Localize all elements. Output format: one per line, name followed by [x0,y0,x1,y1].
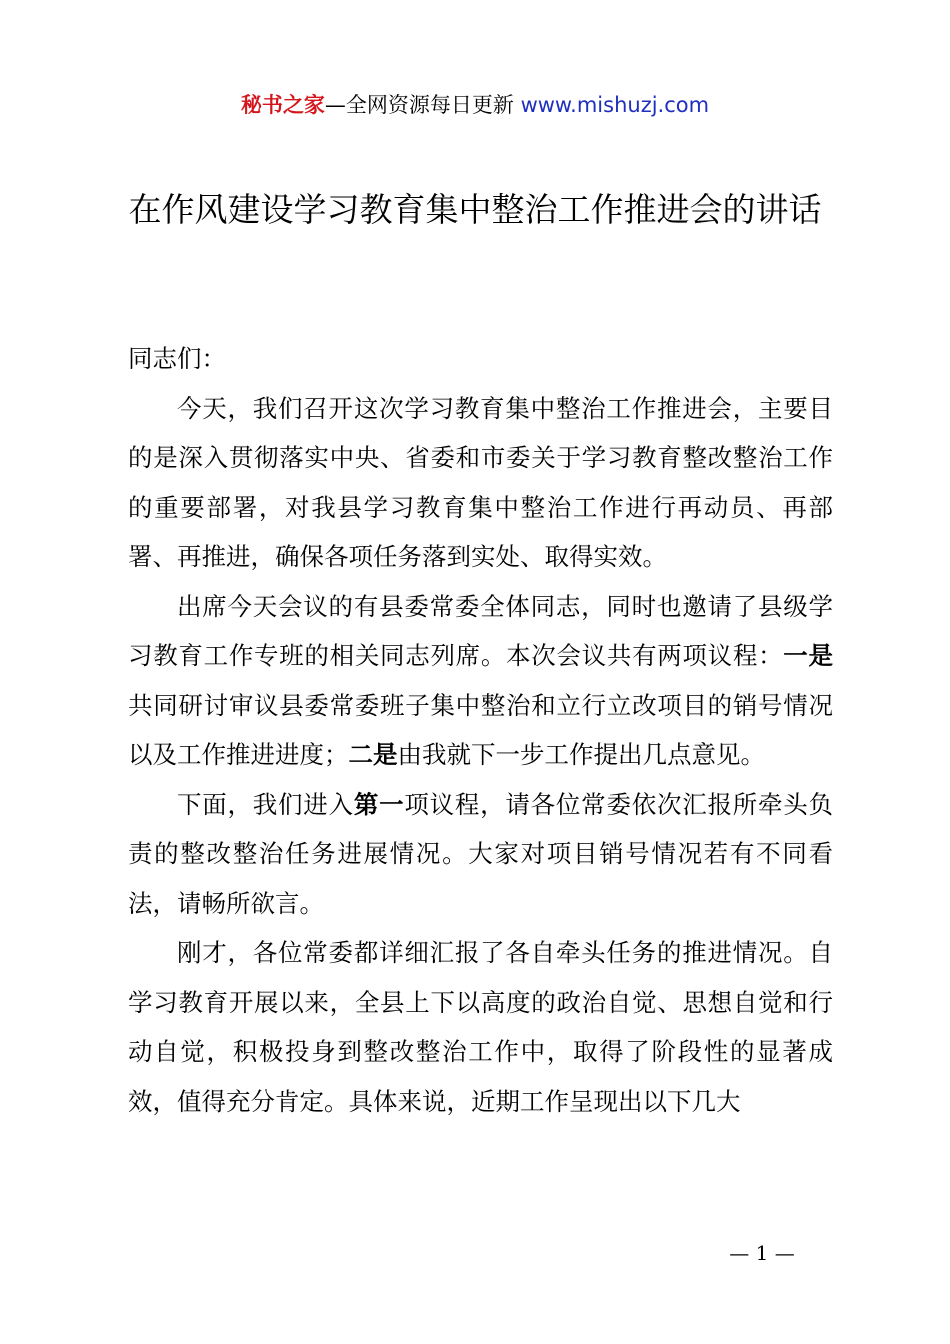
paragraph-4: 刚才，各位常委都详细汇报了各自牵头任务的推进情况。自学习教育开展以来，全县上下以高度的政治自觉、思想自觉和行动自觉，积极投身到整改整治工作中，取得了阶段性的显著成效，值得充分肯定。具体来说，近期工作呈现出以下几大 [128,938,833,1116]
paragraph-2-text-c: 共同研讨审议县委常委班子集中整治和立行立改项目的销号情况以及工作推进进度； [128,690,833,769]
paragraph-1: 今天，我们召开这次学习教育集中整治工作推进会，主要目的是深入贯彻落实中央、省委和市委关于学习教育整改整治工作的重要部署，对我县学习教育集中整治工作进行再动员、再部署、再推进，确保各项任务落到实处、取得实效。 [128,393,833,571]
paragraph-3-text-a: 下面，我们进入 [177,789,354,819]
brand-name: 秘书之家 [240,93,325,117]
paragraph-2-text-e: 由我就下一步工作提出几点意见。 [397,740,765,769]
header-slogan: —全网资源每日更新 [324,93,521,117]
site-header [0,90,950,120]
paragraph-3-text-c: 项议程，请各位常委依次汇报所牵头负责的整改整治任务进展情况。大家对项目销号情况若有不同看法，请畅所欲言。 [128,789,834,918]
document-title: 在作风建设学习教育集中整治工作推进会的讲话 [128,190,822,229]
salutation: 同志们： [128,344,226,373]
paragraph-3-bold: 第一 [353,789,405,819]
document-body [128,334,833,1126]
paragraph-2-bold-second: 二是 [348,740,398,769]
paragraph-2-bold-first: 一是 [783,641,834,670]
page-number: — 1 — [729,1241,795,1265]
paragraph-2 [128,582,833,780]
paragraph-2-text-a: 出席今天会议的有县委常委全体同志，同时也邀请了县级学习教育工作专班的相关同志列席。本次会议共有两项议程： [128,591,833,670]
site-url[interactable]: www.mishuzj.com [520,93,710,117]
paragraph-3 [128,780,833,929]
